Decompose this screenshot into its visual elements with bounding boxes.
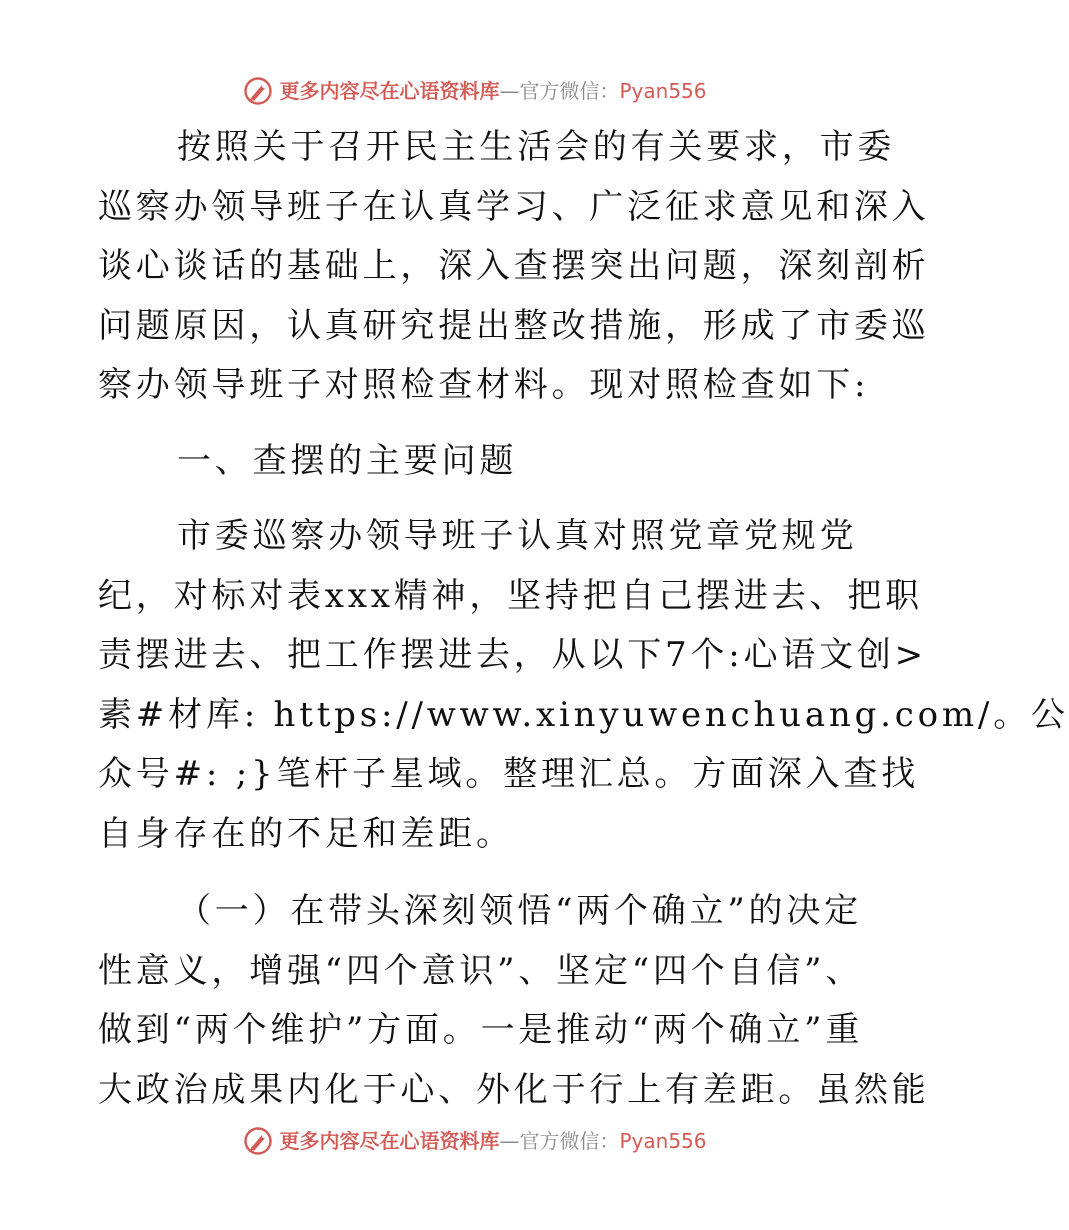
section-heading: [98, 432, 850, 492]
banner-prefix: 更多内容尽在心语资料库: [279, 1129, 500, 1153]
heading-text: 一、查摆的主要问题: [177, 440, 518, 481]
body-paragraph: [98, 507, 1069, 864]
pen-logo-icon: [243, 1126, 273, 1156]
intro-paragraph: [98, 118, 930, 416]
banner-dash: —: [499, 79, 520, 103]
text-line: 大政治成果内化于心、外化于行上有差距。虽然能: [98, 1069, 930, 1110]
text-line: 责摆进去、把工作摆进去，从以下7个:心语文创>: [98, 635, 927, 675]
banner-dash: —: [499, 1129, 520, 1153]
text-line: 做到“两个维护”方面。一是推动“两个确立”重: [98, 1010, 864, 1050]
subsection-paragraph: [98, 882, 930, 1120]
banner-wechat-id: Pyan556: [619, 1129, 707, 1153]
text-line: 素#材库: https://www.xinyuwenchuang.com/。公: [98, 694, 1069, 735]
text-line: 自身存在的不足和差距。: [98, 813, 514, 854]
text-line: 问题原因，认真研究提出整改措施，形成了市委巡: [98, 305, 930, 346]
footer-banner: [0, 1124, 950, 1158]
banner-wechat-id: Pyan556: [619, 79, 707, 103]
text-line: 市委巡察办领导班子认真对照党章党规党: [177, 516, 858, 556]
banner-wechat-label: 官方微信：: [519, 1129, 620, 1153]
text-line: 纪，对标对表xxx精神，坚持把自己摆进去、把职: [98, 575, 923, 616]
text-line: 察办领导班子对照检查材料。现对照检查如下:: [98, 365, 870, 405]
banner-prefix: 更多内容尽在心语资料库: [279, 79, 500, 103]
text-line: 性意义，增强“四个意识”、坚定“四个自信”、: [98, 950, 864, 991]
header-banner: [0, 74, 950, 108]
text-line: 巡察办领导班子在认真学习、广泛征求意见和深入: [98, 186, 930, 227]
document-body: [98, 118, 1069, 1120]
text-line: 谈心谈话的基础上，深入查摆突出问题，深刻剖析: [98, 246, 930, 286]
text-line: （一）在带头深刻领悟“两个确立”的决定: [177, 891, 862, 931]
banner-wechat-label: 官方微信：: [519, 79, 620, 103]
text-line: 众号#: ;}笔杆子星域。整理汇总。方面深入查找: [98, 754, 920, 794]
pen-logo-icon: [243, 76, 273, 106]
text-line: 按照关于召开民主生活会的有关要求，市委: [177, 127, 896, 167]
